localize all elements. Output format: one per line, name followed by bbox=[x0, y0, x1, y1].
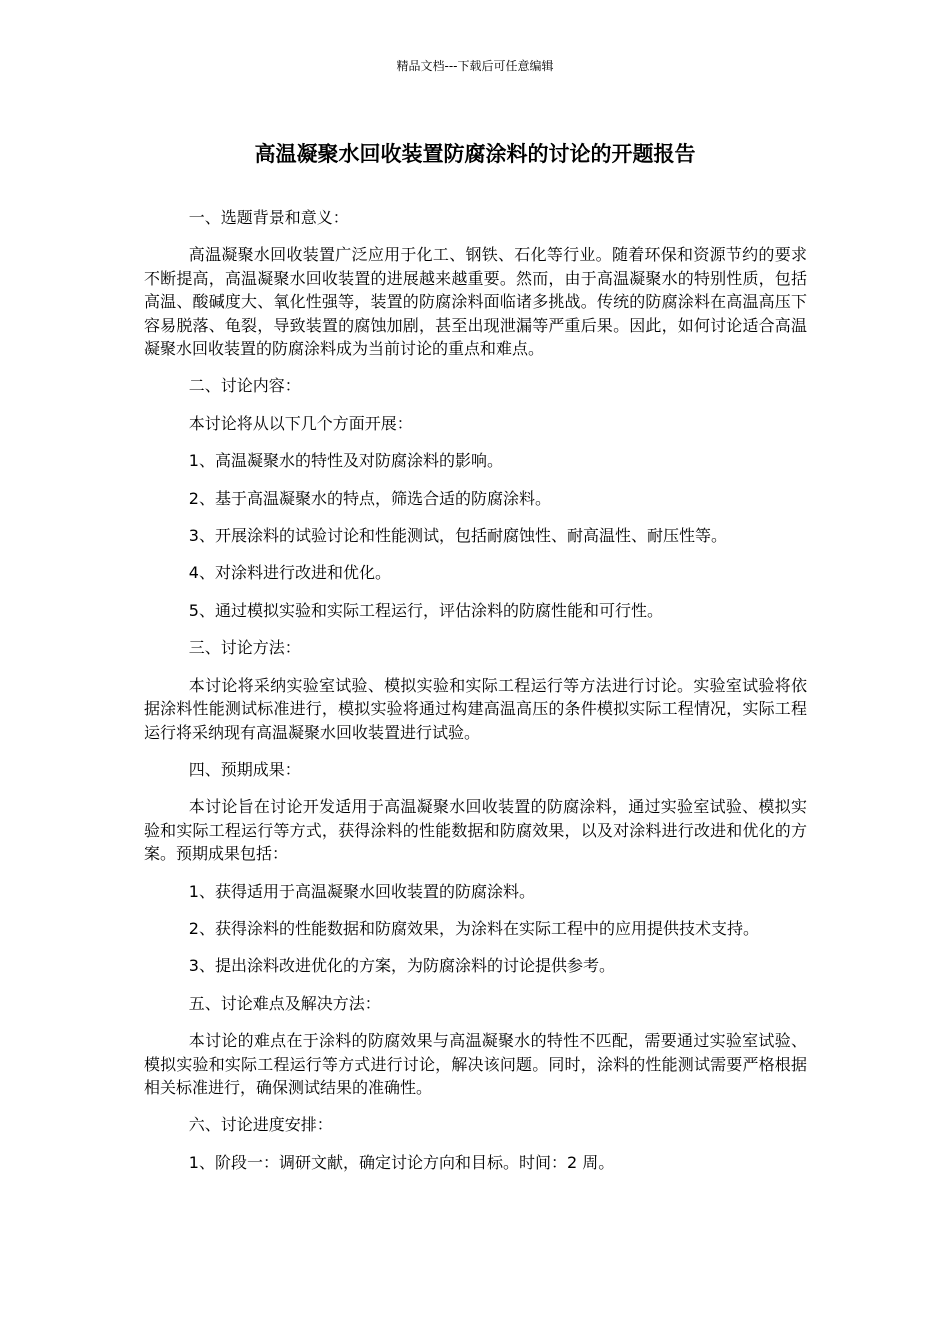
list-item: 2、基于高温凝聚水的特点，筛选合适的防腐涂料。 bbox=[188, 488, 551, 508]
document-title: 高温凝聚水回收装置防腐涂料的讨论的开题报告 bbox=[254, 142, 696, 166]
list-item: 1、高温凝聚水的特性及对防腐涂料的影响。 bbox=[188, 451, 503, 471]
paragraph-content-intro: 本讨论将从以下几个方面开展： bbox=[188, 413, 413, 433]
list-item: 1、获得适用于高温凝聚水回收装置的防腐涂料。 bbox=[188, 881, 535, 901]
section-heading-methods: 三、讨论方法： bbox=[188, 638, 301, 658]
paragraph-outcomes: 本讨论旨在讨论开发适用于高温凝聚水回收装置的防腐涂料，通过实验室试验、模拟实验和实际工程运行等方式，获得涂料的性能数据和防腐效果，以及对涂料进行改进和优化的方案。预期成果包括： bbox=[144, 797, 807, 864]
list-item: 1、阶段一：调研文献，确定讨论方向和目标。时间：2 周。 bbox=[188, 1152, 615, 1172]
section-heading-content: 二、讨论内容： bbox=[188, 376, 301, 396]
list-item: 4、对涂料进行改进和优化。 bbox=[188, 563, 391, 583]
section-heading-schedule: 六、讨论进度安排： bbox=[188, 1115, 333, 1135]
section-heading-outcomes: 四、预期成果： bbox=[188, 759, 301, 779]
list-item: 3、开展涂料的试验讨论和性能测试，包括耐腐蚀性、耐高温性、耐压性等。 bbox=[188, 526, 727, 546]
page-header: 精品文档---下载后可任意编辑 bbox=[396, 59, 554, 73]
list-item: 2、获得涂料的性能数据和防腐效果，为涂料在实际工程中的应用提供技术支持。 bbox=[188, 918, 759, 938]
section-heading-difficulties: 五、讨论难点及解决方法： bbox=[188, 993, 381, 1013]
document-body bbox=[144, 206, 807, 1188]
list-item: 3、提出涂料改进优化的方案，为防腐涂料的讨论提供参考。 bbox=[188, 956, 615, 976]
section-heading-background: 一、选题背景和意义： bbox=[188, 208, 349, 227]
list-item: 5、通过模拟实验和实际工程运行，评估涂料的防腐性能和可行性。 bbox=[188, 600, 663, 620]
paragraph-methods: 本讨论将采纳实验室试验、模拟实验和实际工程运行等方法进行讨论。实验室试验将依据涂料性能测试标准进行，模拟实验将通过构建高温高压的条件模拟实际工程情况，实际工程运行将采纳现有高温凝聚水回收装置进行试验。 bbox=[144, 675, 807, 742]
paragraph-background: 高温凝聚水回收装置广泛应用于化工、钢铁、石化等行业。随着环保和资源节约的要求不断提高，高温凝聚水回收装置的进展越来越重要。然而，由于高温凝聚水的特别性质，包括高温、酸碱度大、氧化性强等，装置的防腐涂料面临诸多挑战。传统的防腐涂料在高温高压下容易脱落、龟裂，导致装置的腐蚀加剧，甚至出现泄漏等严重后果。因此，如何讨论适合高温凝聚水回收装置的防腐涂料成为当前讨论的重点和难点。 bbox=[144, 245, 807, 359]
paragraph-difficulties: 本讨论的难点在于涂料的防腐效果与高温凝聚水的特性不匹配，需要通过实验室试验、模拟实验和实际工程运行等方式进行讨论，解决该问题。同时，涂料的性能测试需要严格根据相关标准进行，确保测试结果的准确性。 bbox=[144, 1031, 807, 1097]
